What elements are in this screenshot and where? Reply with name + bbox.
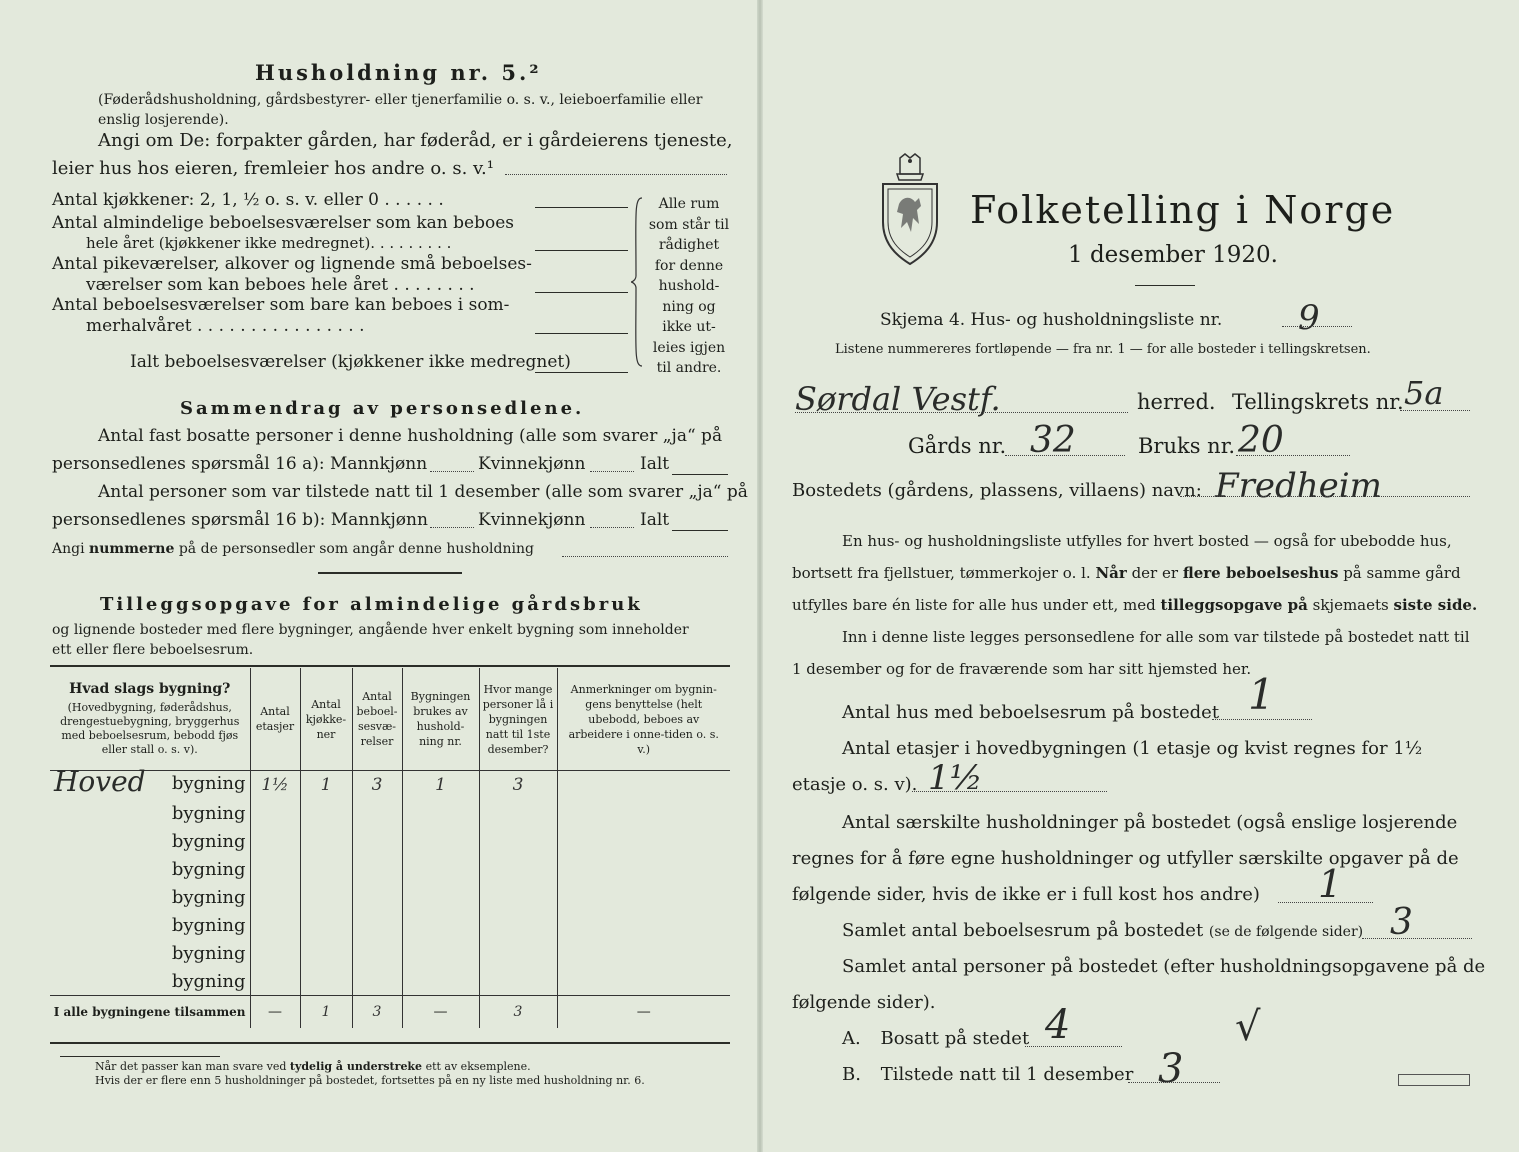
total-husholdning: —: [402, 996, 479, 1029]
para1-line2: bortsett fra fjellstuer, tømmerkojer o. l. Når der er flere beboelseshus på samme gård: [792, 564, 1461, 582]
herred-value: Sørdal Vestf.: [795, 380, 1001, 418]
cell-husholdning: 1: [402, 771, 479, 800]
cell-kjokkener: 1: [300, 771, 352, 800]
total-kjokkener: 1: [300, 996, 352, 1029]
header-kjokkener: Antal kjøkke-ner: [300, 668, 352, 771]
kvinnekjonn-line-1: [590, 471, 634, 472]
samlet-rum-label: Samlet antal beboelsesrum på bostedet (se de følgende sider): [842, 920, 1364, 941]
angi-answer-line: [505, 174, 727, 175]
angi-line-2: leier hus hos eieren, fremleier hos andre o. s. v.¹: [52, 158, 494, 179]
q-pike-1: Antal pikeværelser, alkover og lignende små beboelses-: [52, 254, 532, 274]
hus-line: [1212, 719, 1312, 720]
herred-label: herred.: [1137, 390, 1216, 414]
building-name: Hoved: [54, 764, 146, 798]
hus-label: Antal hus med beboelsesrum på bostedet: [842, 702, 1220, 723]
ialt-answer-line: [535, 372, 628, 373]
para2-line2: 1 desember og for de fraværende som har sitt hjemsted her.: [792, 660, 1252, 678]
tilstede-value: 3: [1158, 1046, 1184, 1092]
q-almindelige-1: Antal almindelige beboelsesværelser som kan beboes: [52, 213, 514, 233]
sammendrag-2b: personsedlenes spørsmål 16 b): Mannkjønn: [52, 510, 428, 530]
etasjer-line: [912, 791, 1107, 792]
sommer-answer-line: [535, 333, 628, 334]
sammendrag-1a: Antal fast bosatte personer i denne husholdning (alle som svarer „ja“ på: [98, 426, 723, 446]
tilstede-label: B. Tilstede natt til 1 desember: [842, 1064, 1134, 1085]
bosted-label: Bostedets (gårdens, plassens, villaens) navn:: [792, 480, 1202, 501]
etasjer-value: 1½: [928, 758, 983, 798]
q-almindelige-2: hele året (kjøkkener ikke medregnet). . . . . . . . .: [86, 234, 452, 252]
angi-line-1: Angi om De: forpakter gården, har føderåd, er i gårdeierens tjeneste,: [98, 130, 733, 151]
header-etasjer: Antal etasjer: [250, 668, 300, 771]
q-sommer-2: merhalvåret . . . . . . . . . . . . . . . .: [86, 316, 365, 336]
sammendrag-title: Sammendrag av personsedlene.: [180, 398, 585, 419]
skjema-number: 9: [1298, 298, 1320, 338]
total-label: I alle bygningene tilsammen: [50, 996, 250, 1029]
section-divider: [318, 572, 462, 574]
table-row: bygning: [50, 911, 730, 939]
hush-line3: følgende sider, hvis de ikke er i full kost hos andre): [792, 884, 1260, 905]
table-row: bygning: [50, 883, 730, 911]
total-etasjer: —: [250, 996, 300, 1029]
building-table: [50, 668, 730, 1028]
footnote-2: Hvis der er flere enn 5 husholdninger på bostedet, fortsettes på en ny liste med husholdning nr. 6.: [95, 1074, 645, 1087]
table-row: Hoved bygning 1½ 1 3 1 3: [50, 771, 730, 800]
sammendrag-1b: personsedlenes spørsmål 16 a): Mannkjønn: [52, 454, 428, 474]
table-row: bygning: [50, 827, 730, 855]
cell-beboelsesrum: 3: [352, 771, 402, 800]
tilstede-line: [1128, 1082, 1220, 1083]
bosted-line: [1180, 496, 1470, 497]
ialt-label-1: Ialt: [640, 454, 670, 474]
listene-note: Listene nummereres fortløpende — fra nr. 1 — for alle bosteder i tellingskretsen.: [835, 342, 1371, 357]
table-header: [50, 668, 730, 771]
total-beboelsesrum: 3: [352, 996, 402, 1029]
samlet-rum-value: 3: [1390, 902, 1413, 943]
tillegg-title: Tilleggsopgave for almindelige gårdsbruk: [100, 594, 643, 615]
table-row: bygning: [50, 939, 730, 967]
sammendrag-2a: Antal personer som var tilstede natt til 1 desember (alle som svarer „ja“ på: [98, 482, 748, 502]
gards-label: Gårds nr.: [908, 434, 1007, 458]
gards-value: 32: [1030, 420, 1076, 461]
cell-personer: 3: [479, 771, 557, 800]
header-husholdning: Bygningen brukes av hushold-ning nr.: [402, 668, 479, 771]
header-personer: Hvor mange personer lå i bygningen natt til 1ste desember?: [479, 668, 557, 771]
hush-line2: regnes for å føre egne husholdninger og utfyller særskilte opgaver på de: [792, 848, 1459, 869]
household-intro: (Føderådshusholdning, gårdsbestyrer- eller tjenerfamilie o. s. v., leieboerfamilie eller enslig losjerende).: [98, 92, 703, 128]
header-anmerkninger: Anmerkninger om bygnin-gens benyttelse (helt ubebodd, beboes av arbeidere i onne-tiden o. s. v.): [557, 668, 730, 771]
etasjer-line1: Antal etasjer i hovedbygningen (1 etasje og kvist regnes for 1½: [842, 738, 1423, 759]
skjema-label: Skjema 4. Hus- og husholdningsliste nr.: [880, 310, 1223, 330]
form-title: Folketelling i Norge: [970, 188, 1396, 232]
samlet-pers-line1: Samlet antal personer på bostedet (efter husholdningsopgavene på de: [842, 956, 1486, 977]
table-row: bygning: [50, 967, 730, 996]
ialt-label-2: Ialt: [640, 510, 670, 530]
form-date: 1 desember 1920.: [1068, 242, 1278, 268]
page-fold: [757, 0, 763, 1152]
title-rule: [1135, 285, 1195, 286]
para1-line3: utfylles bare én liste for alle hus under ett, med tilleggsopgave på skjemaets siste side.: [792, 596, 1478, 614]
hus-value: 1: [1248, 670, 1275, 719]
kvinnekjonn-line-2: [590, 527, 634, 528]
header-beboelsesrum: Antal beboel-sesvæ-relser: [352, 668, 402, 771]
total-anmerkninger: —: [557, 996, 730, 1029]
table-total-row: [50, 996, 730, 1029]
etasjer-line2: etasje o. s. v).: [792, 774, 918, 795]
ialt-line-2: [672, 530, 728, 531]
tellingskrets-value: 5a: [1404, 374, 1444, 412]
footnote-rule: [60, 1056, 220, 1057]
q-sommer-1: Antal beboelsesværelser som bare kan beboes i som-: [52, 295, 510, 315]
bosatt-line: [1025, 1046, 1122, 1047]
hush-line1: Antal særskilte husholdninger på bostedet (også enslige losjerende: [842, 812, 1458, 833]
mannkjonn-line-2: [430, 527, 474, 528]
herred-line: [795, 412, 1128, 413]
bruks-line: [1236, 455, 1350, 456]
hush-line: [1278, 902, 1373, 903]
almindelige-answer-line: [535, 250, 628, 251]
gards-line: [1005, 455, 1125, 456]
skjema-line: [1282, 326, 1352, 327]
bosted-value: Fredheim: [1215, 466, 1382, 506]
brace-icon: [630, 196, 646, 368]
bosatt-value: 4: [1045, 1002, 1071, 1048]
kvinnekjonn-label-1: Kvinnekjønn: [478, 454, 586, 474]
tillegg-intro-1: og lignende bosteder med flere bygninger, angående hver enkelt bygning som inneholder: [52, 622, 689, 638]
q-kjokkener: Antal kjøkkener: 2, 1, ½ o. s. v. eller 0 . . . . . .: [52, 190, 444, 210]
bruks-value: 20: [1238, 420, 1284, 461]
q-ialt: Ialt beboelsesværelser (kjøkkener ikke medregnet): [130, 352, 571, 372]
samlet-pers-line2: følgende sider).: [792, 992, 936, 1013]
table-bottom-rule: [50, 1042, 730, 1044]
table-top-rule: [50, 665, 730, 667]
bruks-label: Bruks nr.: [1138, 434, 1236, 458]
angi-nummerne: Angi nummerne på de personsedler som angår denne husholdning: [52, 541, 534, 557]
household-title: Husholdning nr. 5.²: [255, 60, 542, 85]
norway-coat-of-arms-icon: [875, 152, 945, 268]
side-note: Alle rum som står til rådighet for denne hushold- ning og ikke ut- leies igjen til andre.: [648, 196, 730, 376]
q-pike-2: værelser som kan beboes hele året . . . . . . . .: [86, 275, 475, 295]
bosatt-label: A. Bosatt på stedet: [842, 1028, 1030, 1049]
kvinnekjonn-label-2: Kvinnekjønn: [478, 510, 586, 530]
footnote-1: Når det passer kan man svare ved tydelig å understreke ett av eksemplene.: [95, 1060, 531, 1073]
tellingskrets-label: Tellingskrets nr.: [1232, 390, 1404, 414]
mannkjonn-line-1: [430, 471, 474, 472]
nummerne-line: [562, 556, 728, 557]
pike-answer-line: [535, 292, 628, 293]
total-personer: 3: [479, 996, 557, 1029]
kjokkener-answer-line: [535, 207, 628, 208]
header-building-type: Hvad slags bygning? (Hovedbygning, føderådshus, drengestuebygning, bryggerhus med beboelsesrum, bebodd fjøs eller stall o. s. v).: [50, 668, 250, 771]
cell-anmerkninger: [557, 771, 730, 800]
table-row: bygning: [50, 855, 730, 883]
hush-value: 1: [1318, 862, 1343, 906]
tellingskrets-line: [1400, 410, 1470, 411]
tillegg-intro-2: ett eller flere beboelsesrum.: [52, 642, 254, 658]
ialt-line-1: [672, 474, 728, 475]
samlet-rum-line: [1362, 938, 1472, 939]
cell-etasjer: 1½: [250, 771, 300, 800]
table-row: bygning: [50, 799, 730, 827]
printer-stamp: [1398, 1074, 1470, 1086]
check-mark: √: [1235, 1004, 1261, 1050]
para1-line1: En hus- og husholdningsliste utfylles for hvert bosted — også for ubebodde hus,: [842, 532, 1452, 550]
para2-line1: Inn i denne liste legges personsedlene for alle som var tilstede på bostedet natt til: [842, 628, 1470, 646]
